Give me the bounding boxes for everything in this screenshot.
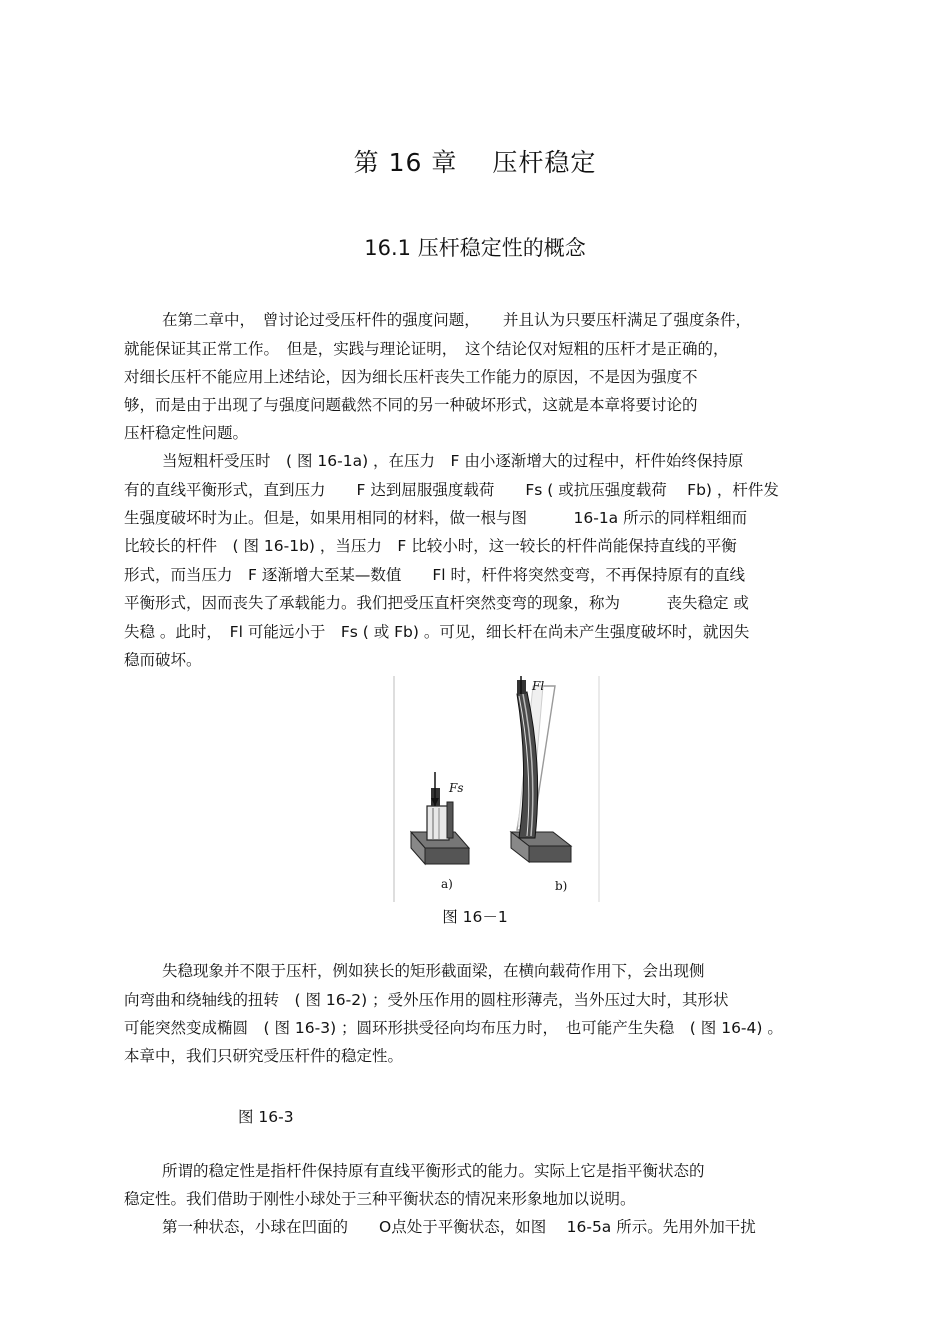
paragraph-line: 在第二章中， 曾讨论过受压杆件的强度问题， 并且认为只要压杆满足了强度条件，: [162, 311, 752, 329]
paragraph-line: 有的直线平衡形式，直到压力 F 达到屈服强度载荷 Fs ( 或抗压强度载荷 Fb) ，杆件发: [124, 481, 779, 499]
force-fs-label: Fs: [449, 781, 464, 795]
force-fl-label: Fl: [532, 679, 545, 693]
paragraph-line: 对细长压杆不能应用上述结论，因为细长压杆丧失工作能力的原因，不是因为强度不: [124, 368, 698, 386]
paragraph-line: 第一种状态，小球在凹面的 O点处于平衡状态，如图 16-5a 所示。先用外加干扰: [162, 1218, 756, 1236]
section-title: 16.1 压杆稳定性的概念: [364, 236, 586, 260]
chapter-title: 第 16 章 压杆稳定: [353, 148, 597, 177]
paragraph-line: 就能保证其正常工作。 但是，实践与理论证明， 这个结论仅对短粗的压杆才是正确的，: [124, 340, 729, 358]
paragraph-line: 比较长的杆件 ( 图 16-1b) ，当压力 F 比较小时，这一较长的杆件尚能保持直线的平衡: [124, 537, 737, 555]
paragraph-line: 形式，而当压力 F 逐渐增大至某—数值 Fl 时，杆件将突然变弯，不再保持原有的直线: [124, 566, 745, 584]
paragraph-line: 稳定性。我们借助于刚性小球处于三种平衡状态的情况来形象地加以说明。: [124, 1190, 636, 1208]
figure-label-b: b): [555, 879, 568, 893]
paragraph-line: 可能突然变成椭圆 ( 图 16-3) ；圆环形拱受径向均布压力时， 也可能产生失稳 ( 图 16-4) 。: [124, 1019, 783, 1037]
paragraph-line: 失稳 。此时， Fl 可能远小于 Fs ( 或 Fb) 。可见，细长杆在尚未产生强度破坏时，就因失: [124, 623, 750, 641]
paragraph-line: 平衡形式，因而丧失了承载能力。我们把受压直杆突然变弯的现象，称为 丧失稳定 或: [124, 594, 749, 612]
figure-16-1: [393, 676, 600, 902]
paragraph-line: 够，而是由于出现了与强度问题截然不同的另一种破坏形式，这就是本章将要讨论的: [124, 396, 698, 414]
figure-16-3-label: 图 16-3: [238, 1108, 294, 1126]
figure-caption: 图 16－1: [442, 908, 508, 926]
paragraph-line: 稳而破坏。: [124, 651, 202, 669]
paragraph-line: 生强度破坏时为止。但是，如果用相同的材料，做一根与图 16-1a 所示的同样粗细而: [124, 509, 748, 527]
figure-16-1-illustration: [393, 676, 600, 902]
paragraph-line: 当短粗杆受压时 ( 图 16-1a) ，在压力 F 由小逐渐增大的过程中，杆件始终保持原: [162, 452, 744, 470]
paragraph-line: 失稳现象并不限于压杆，例如狭长的矩形截面梁，在横向载荷作用下，会出现侧: [162, 962, 705, 980]
paragraph-line: 本章中，我们只研究受压杆件的稳定性。: [124, 1047, 404, 1065]
figure-label-a: a): [441, 877, 453, 891]
paragraph-line: 向弯曲和绕轴线的扭转 ( 图 16-2) ；受外压作用的圆柱形薄壳，当外压过大时，其形状: [124, 991, 729, 1009]
paragraph-line: 所谓的稳定性是指杆件保持原有直线平衡形式的能力。实际上它是指平衡状态的: [162, 1162, 705, 1180]
paragraph-line: 压杆稳定性问题。: [124, 424, 249, 442]
slender-column-drawing: [511, 676, 571, 862]
